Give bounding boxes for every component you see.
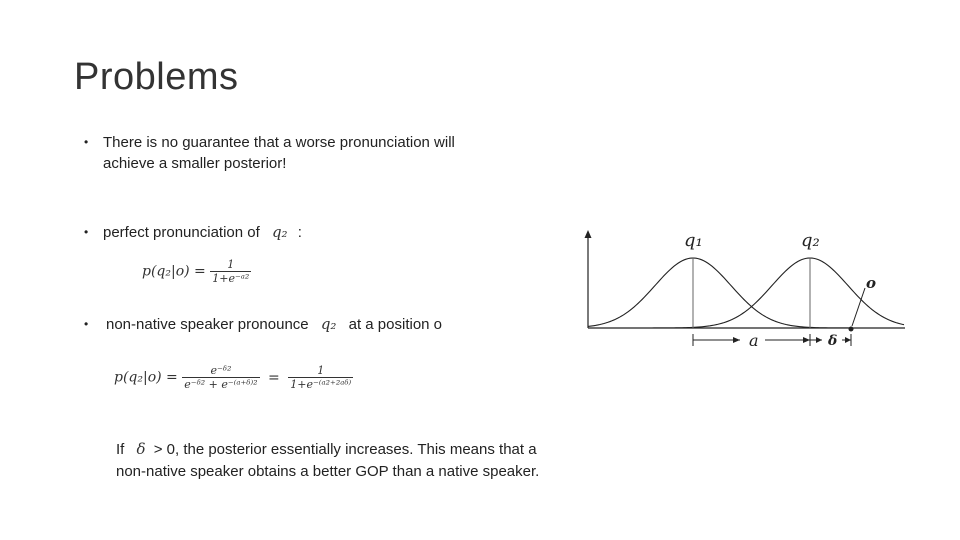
bullet-text — [103, 222, 302, 243]
conclusion-note — [116, 438, 539, 483]
equation-lhs: p(q₂|o) = — [114, 369, 178, 386]
slide-title: Problems — [74, 56, 239, 98]
bullet-label: perfect pronunciation of — [103, 224, 260, 241]
label-q2: q₂ — [801, 230, 820, 251]
pointer-line — [852, 288, 865, 326]
note-line-1 — [116, 438, 539, 461]
symbol-q2: q₂ — [320, 315, 337, 333]
gaussian-diagram — [580, 222, 910, 362]
fraction-numerator: e⁻ᵟ² — [182, 364, 259, 378]
equation-non-native — [114, 364, 353, 391]
fraction-numerator: 1 — [210, 258, 251, 272]
note-if: If — [116, 441, 125, 458]
note-line1-text: > 0, the posterior essentially increases. This means that a — [153, 441, 537, 458]
bullet-text — [106, 314, 442, 335]
arrowhead-a-left-icon — [733, 337, 740, 343]
bullet-dot: • — [84, 317, 89, 331]
fraction-denominator: e⁻ᵟ² + e⁻⁽ᵃ⁺ᵟ⁾² — [184, 378, 258, 391]
equation-lhs: p(q₂|o) = — [142, 263, 206, 280]
bullet-label: non-native speaker pronounce — [106, 316, 309, 333]
equation-fraction — [210, 258, 251, 285]
arrowhead-delta-icon — [816, 337, 822, 343]
equation-perfect — [142, 258, 251, 285]
label-o: o — [866, 274, 877, 292]
bullet-text-line2: achieve a smaller posterior! — [103, 155, 287, 172]
equals-sign: = — [268, 369, 280, 386]
gaussian-curve-q1 — [588, 258, 904, 328]
colon: : — [297, 224, 302, 241]
bullet-dot: • — [84, 225, 89, 239]
observation-point — [849, 327, 854, 332]
fraction-numerator: 1 — [288, 364, 353, 378]
equation-fraction-2 — [288, 364, 353, 391]
arrowhead-a-right-icon — [803, 337, 810, 343]
symbol-delta: δ — [136, 440, 146, 458]
arrowhead-delta-right-icon — [845, 337, 851, 343]
fraction-denominator: 1+e⁻ᵃ² — [212, 272, 250, 285]
bullet-dot: • — [84, 135, 89, 149]
equation-fraction-1 — [182, 364, 259, 391]
label-a: a — [749, 331, 759, 350]
label-delta: δ — [828, 333, 838, 349]
label-q1: q₁ — [684, 230, 703, 251]
fraction-denominator: 1+e⁻⁽ᵃ²⁺²ᵃᵟ⁾ — [290, 378, 352, 391]
gaussian-curve-q2 — [588, 258, 904, 328]
bullet-suffix: at a position o — [348, 316, 443, 333]
note-line-2: non-native speaker obtains a better GOP than a native speaker. — [116, 463, 540, 480]
y-axis-arrow-icon — [585, 230, 592, 238]
symbol-q2: q₂ — [271, 223, 288, 241]
bullet-text-line1: There is no guarantee that a worse pronunciation will — [103, 134, 455, 151]
